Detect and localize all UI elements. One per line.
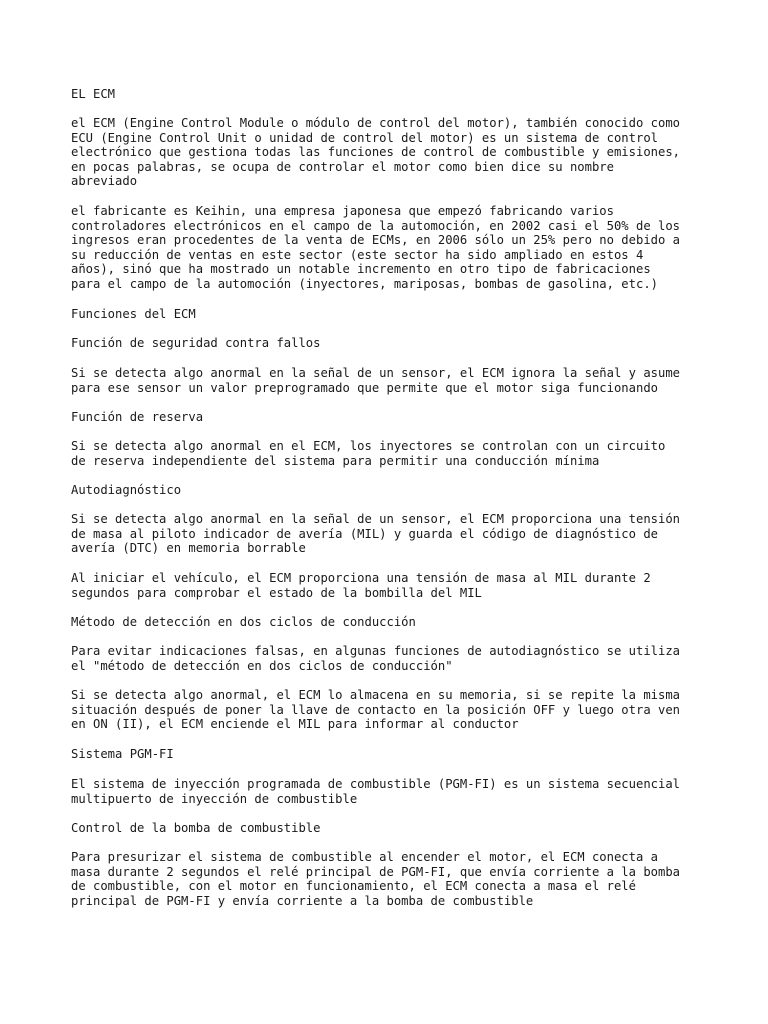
heading-funciones: Funciones del ECM <box>71 307 196 321</box>
paragraph-manufacturer: el fabricante es Keihin, una empresa japonesa que empezó fabricando varios controladores electrónicos en el campo de la automoción, en 2002 casi el 50% de los ingresos eran procedentes de la venta de ECMs, en 2006 sólo un 25% pero no debido a su reducción de ventas en este sector (este sector ha sido ampliado en estos 4 años), sinó que ha mostrado un notable incremento en otro tipo de fabricaciones para el campo de la automoción (inyectores, mariposas, bombas de gasolina, etc.) <box>71 204 681 291</box>
paragraph-ecm-intro: el ECM (Engine Control Module o módulo de control del motor), también conocido como ECU (Engine Control Unit o unidad de control del motor) es un sistema de control electrónico que gestiona todas las funciones de control de combustible y emisiones, en pocas palabras, se ocupa de controlar el motor como bien dice su nombre abreviado <box>71 116 681 189</box>
paragraph-metodo-2: Si se detecta algo anormal, el ECM lo almacena en su memoria, si se repite la misma situación después de poner la llave de contacto en la posición OFF y luego otra ven en ON (II), el ECM enciende el MIL para informar al conductor <box>71 688 681 732</box>
heading-metodo: Método de detección en dos ciclos de conducción <box>71 615 416 629</box>
heading-bomba: Control de la bomba de combustible <box>71 821 321 835</box>
paragraph-autodiagnostico-2: Al iniciar el vehículo, el ECM proporciona una tensión de masa al MIL durante 2 segundos para comprobar el estado de la bombilla del MIL <box>71 571 651 600</box>
paragraph-seguridad: Si se detecta algo anormal en la señal de un sensor, el ECM ignora la señal y asume para ese sensor un valor preprogramado que permite que el motor siga funcionando <box>71 366 681 395</box>
paragraph-autodiagnostico-1: Si se detecta algo anormal en la señal de un sensor, el ECM proporciona una tensión de masa al piloto indicador de avería (MIL) y guarda el código de diagnóstico de avería (DTC) en memoria borrable <box>71 512 681 556</box>
heading-pgmfi: Sistema PGM-FI <box>71 747 174 761</box>
paragraph-reserva: Si se detecta algo anormal en el ECM, los inyectores se controlan con un circuito de reserva independiente del sistema para permitir una conducción mínima <box>71 439 666 468</box>
document-title: EL ECM <box>71 87 116 101</box>
paragraph-bomba: Para presurizar el sistema de combustible al encender el motor, el ECM conecta a masa durante 2 segundos el relé principal de PGM-FI, que envía corriente a la bomba de combustible, con el motor en funcionamiento, el ECM conecta a masa el relé principal de PGM-FI y envía corriente a la bomba de combustible <box>71 850 681 908</box>
heading-seguridad: Función de seguridad contra fallos <box>71 336 321 350</box>
heading-autodiagnostico: Autodiagnóstico <box>71 483 182 497</box>
paragraph-metodo-1: Para evitar indicaciones falsas, en algunas funciones de autodiagnóstico se utiliza el "método de detección en dos ciclos de conducción" <box>71 644 681 673</box>
heading-reserva: Función de reserva <box>71 410 204 424</box>
paragraph-pgmfi: El sistema de inyección programada de combustible (PGM-FI) es un sistema secuencial multipuerto de inyección de combustible <box>71 777 681 806</box>
